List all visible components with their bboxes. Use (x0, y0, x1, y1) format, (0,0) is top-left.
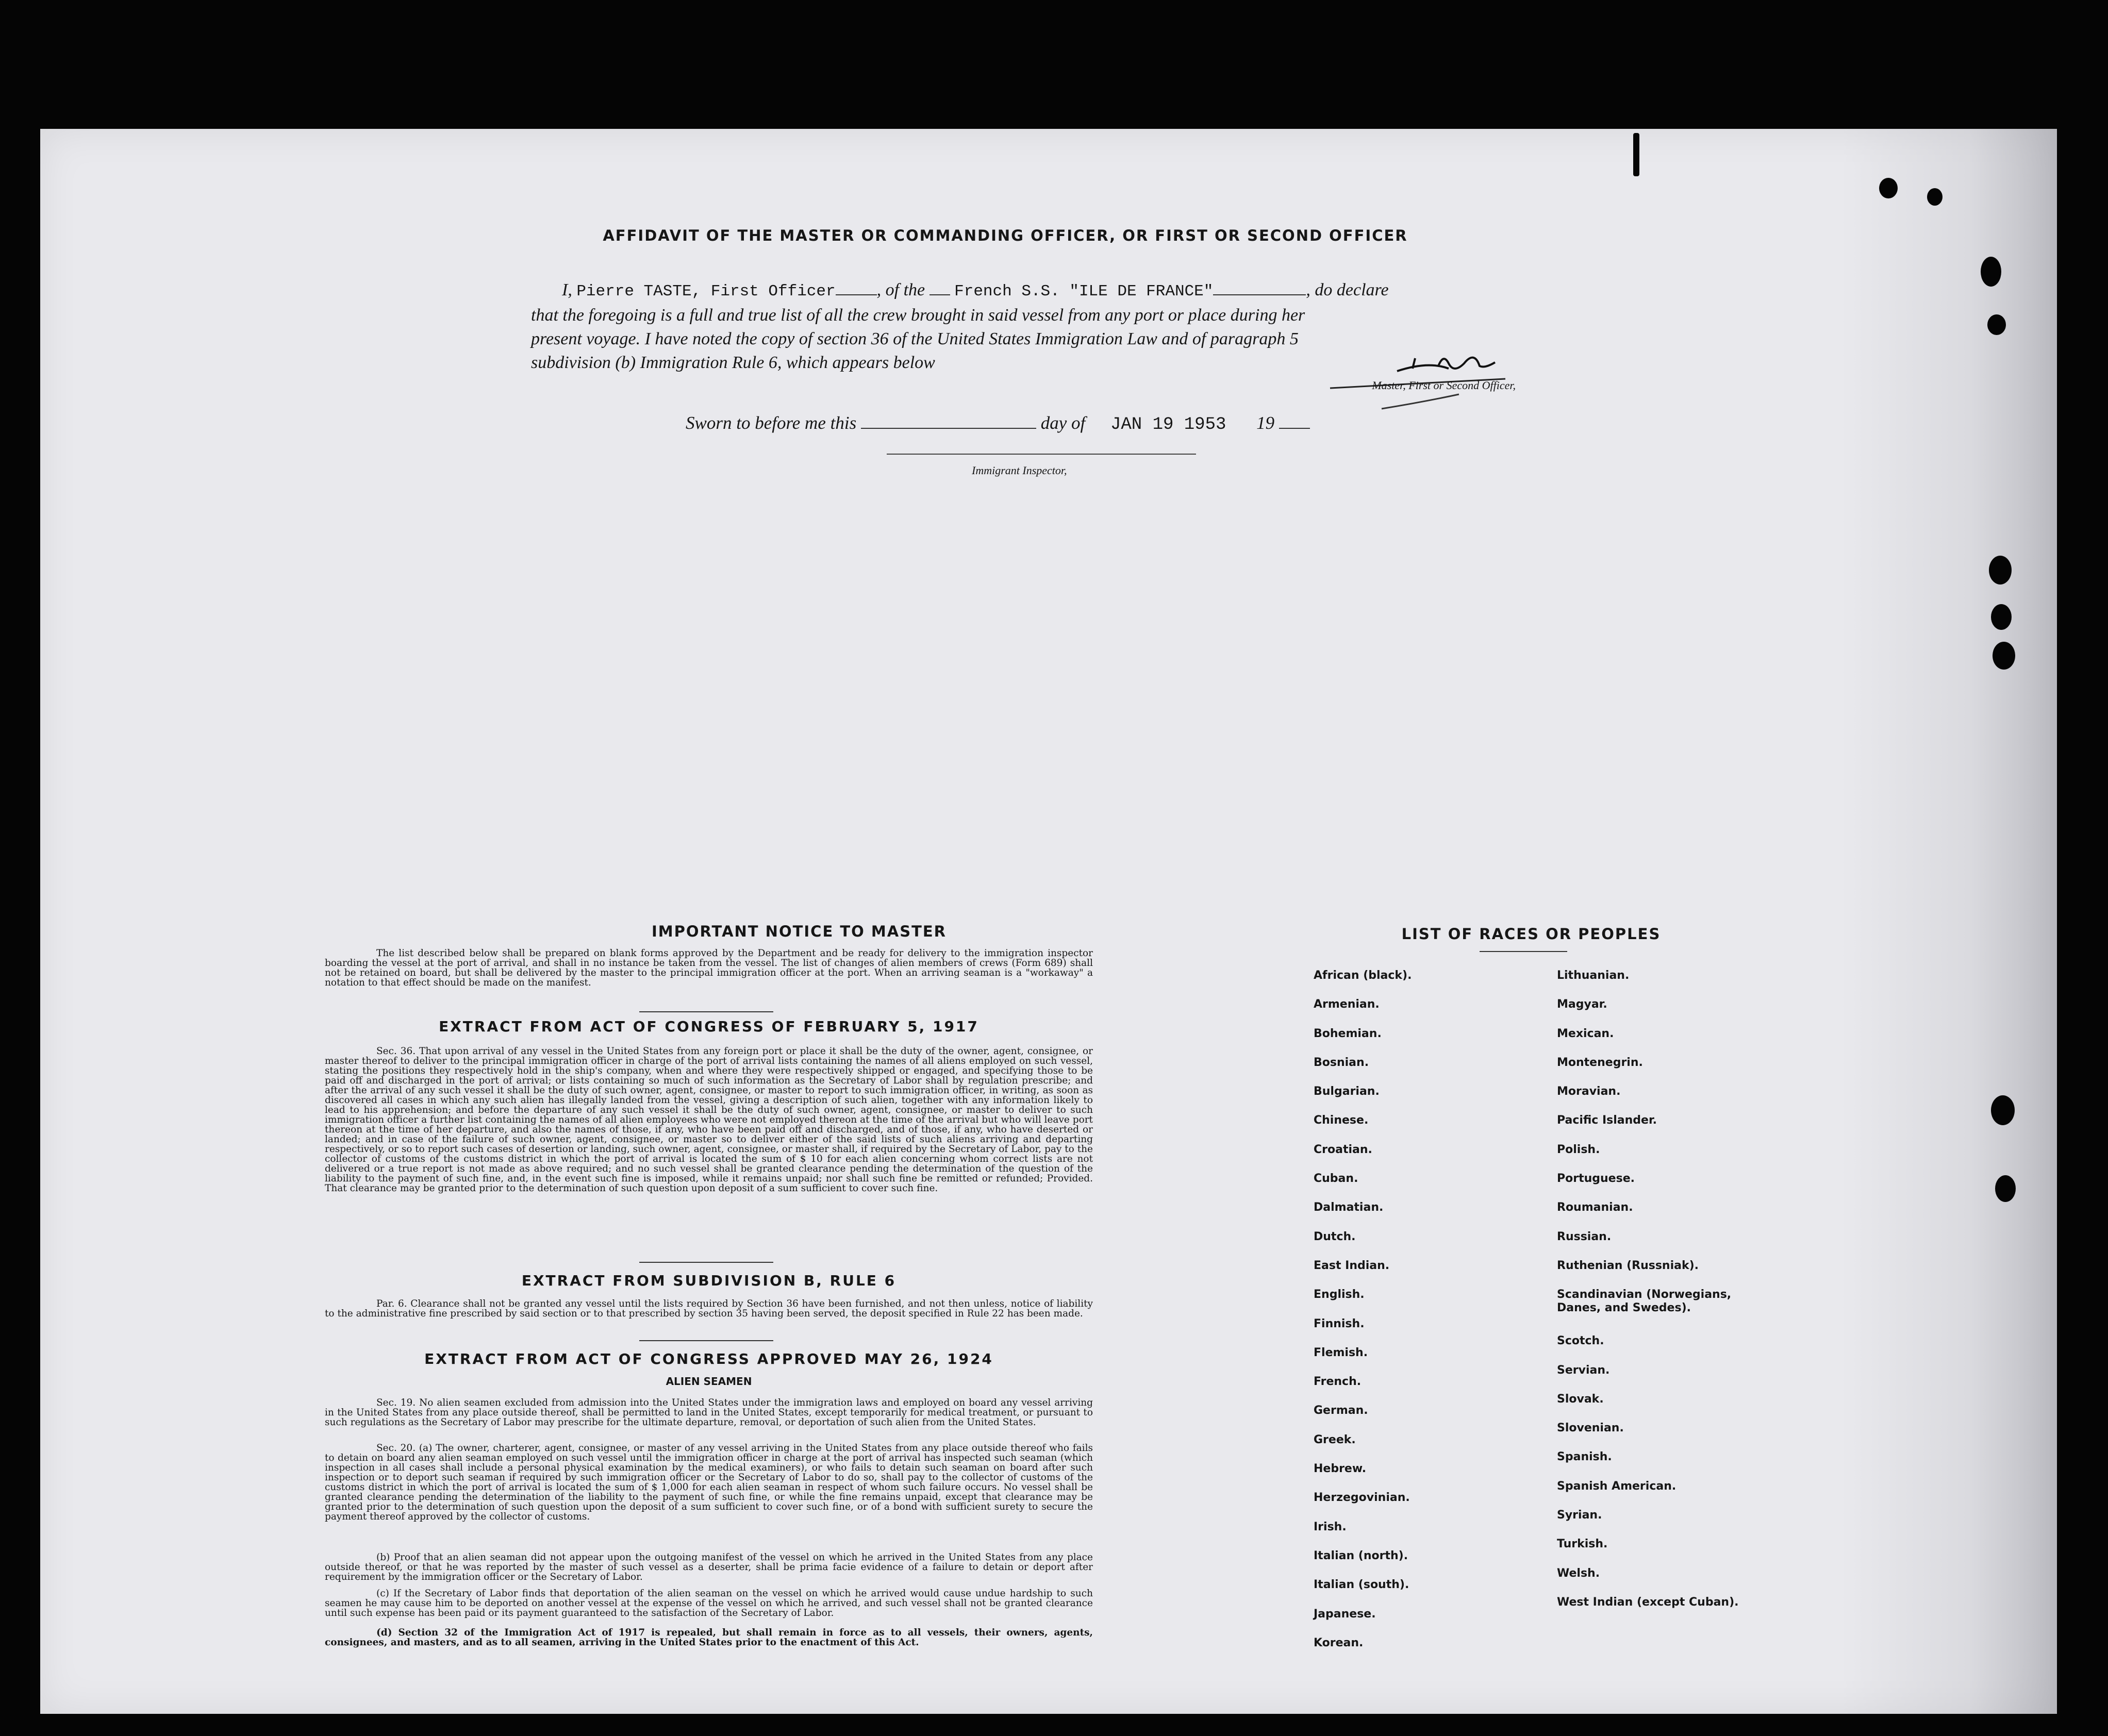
race-item: English. (1314, 1288, 1365, 1301)
subdivision-b-text: Par. 6. Clearance shall not be granted any vessel until the lists required by Section 36 have been furnished, and not then unless, notice of liability to the administrative fine prescribed by said section or to that prescribed by section 35 having been served, the deposit specified in Rule 22 has been made. (325, 1298, 1093, 1319)
affidavit-line-4: subdivision (b) Immigration Rule 6, which appears below (531, 353, 935, 372)
race-item: Ruthenian (Russniak). (1557, 1259, 1699, 1272)
affidavit-title: AFFIDAVIT OF THE MASTER OR COMMANDING OFFICER, OR FIRST OR SECOND OFFICER (603, 227, 1408, 244)
race-item: Armenian. (1314, 998, 1380, 1011)
section-19-text: Sec. 19. No alien seamen excluded from admission into the United States under the immigration laws and employed on board any vessel arriving in the United States from any place outside thereof, shall be permitted to land in the United States, except temporarily for medical treatment, or pursuant to such regulations as the Secretary of Labor may prescribe for the ultimate departure, removal, or deportation of such alien from the United States. (325, 1397, 1093, 1428)
race-item: Spanish American. (1557, 1479, 1677, 1493)
sworn-day-blank (861, 412, 1036, 429)
affidavit-line-3: present voyage. I have noted the copy of section 36 of the United States Immigration Law and of paragraph 5 (531, 329, 1299, 348)
punch-hole (1633, 133, 1639, 176)
year-prefix: 19 (1256, 413, 1275, 433)
section-20a-text: Sec. 20. (a) The owner, charterer, agent, consignee, or master of any vessel arriving in the United States from any place outside thereof who fails to detain on board any alien seaman employed on such vessel until the immigration officer in charge at the port of arrival has inspected such seaman (which inspection in all cases shall include a personal physical examination by the medical examiners), or who fails to detain such seaman on board after such inspection or to deport such seaman if required by such immigration officer or the Secretary of Labor to do so, shall pay to the collector of customs of the customs district in which the port of arrival is located the sum of $ 1,000 for each alien seaman in respect of whom such failure occurs. No vessel shall be granted clearance pending the determination of the liability to the payment of such fine, or while the fine remains unpaid, except that clearance may be granted prior to the determination of such question upon the deposit of a sum sufficient to cover such fine, or of a bond with sufficient surety to secure the payment thereof approved by the collector of customs. (325, 1443, 1093, 1522)
sworn-line (686, 412, 1407, 435)
do-declare-text: , do declare (1306, 280, 1389, 299)
notice-title: IMPORTANT NOTICE TO MASTER (651, 923, 947, 940)
race-item: Korean. (1314, 1636, 1364, 1649)
race-item: Italian (south). (1314, 1578, 1409, 1592)
race-item: Lithuanian. (1557, 969, 1630, 982)
name-underline (836, 279, 877, 295)
officer-name: Pierre TASTE, First Officer (576, 282, 836, 301)
race-item: West Indian (except Cuban). (1557, 1595, 1739, 1609)
race-item: Pacific Islander. (1557, 1114, 1657, 1127)
extract-1917-title: EXTRACT FROM ACT OF CONGRESS OF FEBRUARY 5, 1917 (439, 1018, 979, 1035)
race-item: Welsh. (1557, 1566, 1600, 1580)
extract-1917-text: Sec. 36. That upon arrival of any vessel in the United States from any foreign port or place it shall be the duty of the owner, agent, consignee, or master thereof to deliver to the principal immigration officer in charge of the port of arrival lists containing the names of all aliens employed on such vessel, stating the positions they respectively hold in the ship's company, when and where they were respectively shipped or engaged, and specifying those to be paid off and discharged in the port of arrival; or lists containing so much of such information as the Secretary of Labor shall by regulation prescribe; and after the arrival of any such vessel it shall be the duty of such owner, agent, consignee, or master to report to such immigration officer, in writing, as soon as discovered all cases in which any such alien has illegally landed from the vessel, giving a description of such alien, together with any information likely to lead to his apprehension; and before the departure of any such vessel it shall be the duty of such owner, agent, consignee, or master to deliver to such immigration officer a further list containing the names of all alien employees who were not employed thereon at the time of the arrival but who will leave port thereon at the time of her departure, and also the names of those, if any, who have been paid off and discharged, and of those, if any, who have deserted or landed; and in case of the failure of such owner, agent, consignee, or master so to deliver either of the said lists of such aliens arriving and departing respectively, or so to report such cases of desertion or landing, such owner, agent, consignee, or master shall, if required by the Secretary of Labor, pay to the collector of customs of the customs district in which the port of arrival is located the sum of $ 10 for each alien concerning whom correct lists are not delivered or a true report is not made as above required; and no such vessel shall be granted clearance pending the determination of the question of the liability to the payment of such fine, and, in the event such fine is imposed, while it remains unpaid; nor shall such fine be remitted or refunded; Provided. That clearance may be granted prior to the determination of such question upon deposit of a sum sufficient to cover such fine. (325, 1046, 1093, 1194)
race-item: Dutch. (1314, 1230, 1356, 1243)
race-item: Polish. (1557, 1143, 1600, 1156)
race-item: French. (1314, 1375, 1362, 1389)
extract-1924-title: EXTRACT FROM ACT OF CONGRESS APPROVED MAY 26, 1924 (424, 1350, 993, 1367)
section-20d-text: (d) Section 32 of the Immigration Act of 1917 is repealed, but shall remain in force as to all vessels, their owners, agents, consignees, and masters, and as to all seamen, arriving in the United States prior to the enactment of this Act. (325, 1627, 1093, 1648)
divider (1480, 951, 1567, 952)
alien-seamen-subtitle: ALIEN SEAMEN (666, 1375, 752, 1388)
race-item: Portuguese. (1557, 1172, 1635, 1186)
punch-hole (1879, 178, 1898, 198)
of-the-text: , of the (876, 280, 925, 299)
race-item: East Indian. (1314, 1259, 1390, 1272)
race-item: Spanish. (1557, 1450, 1612, 1464)
races-column-2 (1557, 969, 1748, 1625)
date-stamp: JAN 19 1953 (1110, 415, 1226, 435)
punch-hole (1991, 1095, 2015, 1125)
punch-hole (1989, 556, 2012, 585)
affidavit-line-2: that the foregoing is a full and true list of all the crew brought in said vessel from any port or place during her (531, 306, 1305, 325)
race-item: Russian. (1557, 1230, 1612, 1243)
punch-hole (1987, 314, 2006, 335)
race-item: German. (1314, 1404, 1368, 1417)
race-item: Chinese. (1314, 1114, 1369, 1127)
race-item: Roumanian. (1557, 1201, 1633, 1214)
race-item: Bohemian. (1314, 1027, 1382, 1040)
affidavit-line-1 (531, 278, 1511, 304)
race-item: Scotch. (1557, 1334, 1604, 1348)
punch-hole (1993, 642, 2015, 670)
divider (639, 1340, 773, 1341)
page-edge-shading (1840, 129, 2057, 1714)
punch-hole (1991, 604, 2012, 630)
section-20c-text: (c) If the Secretary of Labor finds that deportation of the alien seaman on the vessel on which he arrived would cause undue hardship to such seamen he may cause him to be deported on another vessel at the expense of the vessel on which he arrived, and such vessel shall not be granted clearance until such expense has been paid or its payment guaranteed to the satisfaction of the Secretary of Labor. (325, 1588, 1093, 1618)
subdivision-b-title: EXTRACT FROM SUBDIVISION B, RULE 6 (521, 1272, 897, 1289)
race-item: African (black). (1314, 969, 1412, 982)
sworn-text: Sworn to before me this (686, 413, 857, 433)
immigrant-inspector-line: Immigrant Inspector, (887, 454, 1196, 477)
punch-hole (1981, 257, 2001, 287)
race-item: Cuban. (1314, 1172, 1358, 1186)
race-item: Italian (north). (1314, 1549, 1408, 1562)
race-item: Hebrew. (1314, 1462, 1367, 1476)
races-column-1 (1314, 969, 1530, 1665)
race-item: Dalmatian. (1314, 1201, 1384, 1214)
race-item: Syrian. (1557, 1509, 1602, 1522)
race-item: Greek. (1314, 1433, 1356, 1446)
race-item: Slovenian. (1557, 1422, 1624, 1435)
affidavit-prefix: I, (562, 280, 572, 299)
race-item: Montenegrin. (1557, 1056, 1643, 1069)
divider (639, 1262, 773, 1263)
notice-text: The list described below shall be prepared on blank forms approved by the Department and be ready for delivery to the immigration inspector boarding the vessel at the port of arrival, and shall in no instance be taken from the vessel. The list of changes of alien members of crews (Form 689) shall not be retained on board, but shall be delivered by the master to the principal immigration officer at the port. When an arriving seaman is a "workaway" a notation to that effect should be made on the manifest. (325, 948, 1093, 988)
races-title: LIST OF RACES OR PEOPLES (1401, 925, 1661, 943)
race-item: Bulgarian. (1314, 1085, 1380, 1098)
race-item: Finnish. (1314, 1317, 1365, 1330)
section-20b-text: (b) Proof that an alien seaman did not appear upon the outgoing manifest of the vessel on which he arrived in the United States from any place outside thereof, or that he was reported by the master of such vessel as a deserter, shall be prima facie evidence of a failure to detain or deport after requirement by the immigration officer or the Secretary of Labor. (325, 1552, 1093, 1582)
race-item: Magyar. (1557, 998, 1607, 1011)
race-item: Moravian. (1557, 1085, 1621, 1098)
year-blank (1279, 412, 1310, 429)
race-item: Scandinavian (Norwegians, Danes, and Swedes). (1557, 1288, 1732, 1315)
race-item: Flemish. (1314, 1346, 1368, 1359)
race-item: Slovak. (1557, 1392, 1604, 1406)
punch-hole (1927, 188, 1943, 206)
race-item: Herzegovinian. (1314, 1491, 1410, 1505)
vessel-underline-left (929, 279, 950, 295)
vessel-name: French S.S. "ILE DE FRANCE" (954, 282, 1214, 301)
divider (639, 1011, 773, 1012)
race-item: Croatian. (1314, 1143, 1372, 1156)
race-item: Servian. (1557, 1363, 1610, 1377)
race-item: Bosnian. (1314, 1056, 1369, 1069)
signature-label: Master, First or Second Officer, (1372, 379, 1516, 392)
race-item: Turkish. (1557, 1538, 1608, 1551)
race-item: Japanese. (1314, 1607, 1376, 1621)
punch-hole (1995, 1175, 2016, 1202)
race-item: Mexican. (1557, 1027, 1614, 1040)
vessel-underline-right (1213, 279, 1306, 295)
day-of-text: day of (1040, 413, 1086, 433)
race-item: Irish. (1314, 1520, 1347, 1533)
